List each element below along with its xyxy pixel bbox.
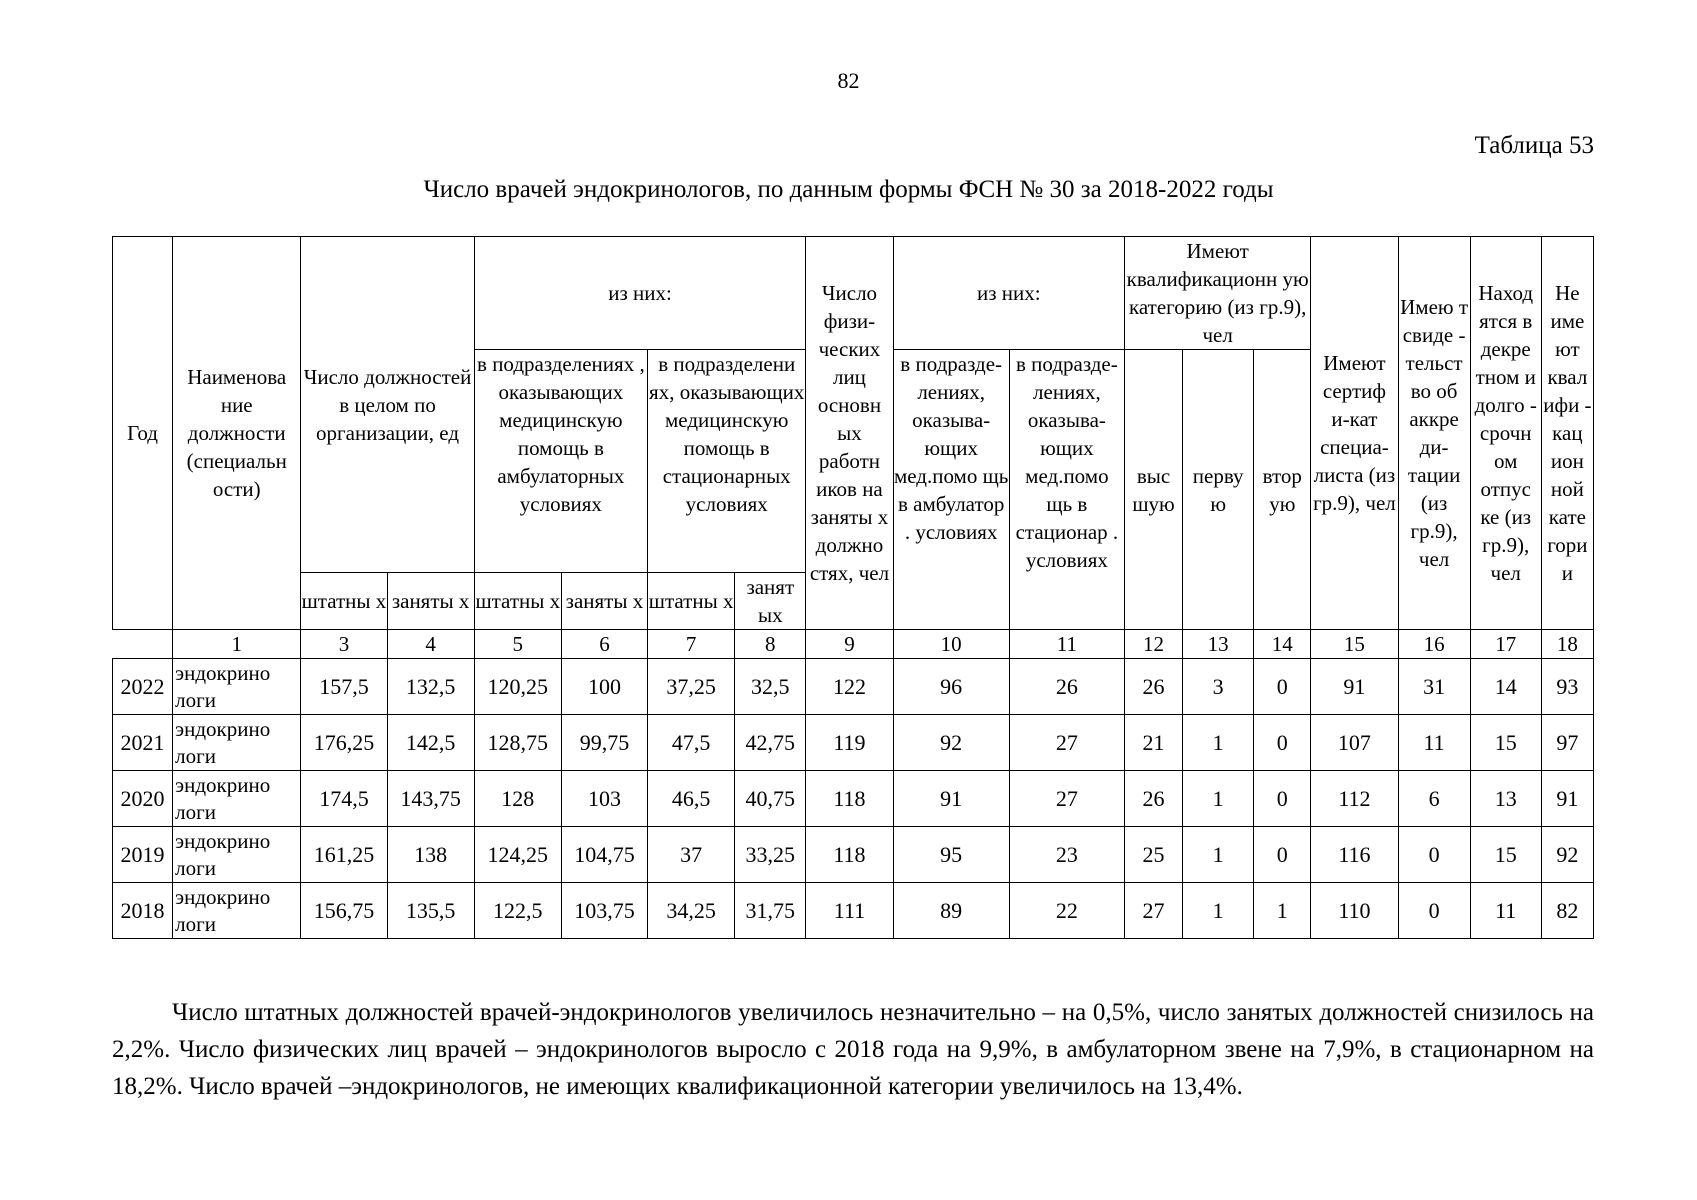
header-ambulatory: в подразделениях , оказывающих медицинскую помощь в амбулаторных условиях — [474, 350, 647, 573]
table-cell: 118 — [806, 827, 893, 883]
table-cell: 11 — [1398, 715, 1470, 771]
column-number-blank — [113, 630, 173, 659]
table-cell: 14 — [1470, 659, 1541, 715]
table-cell: 0 — [1398, 883, 1470, 939]
table-cell: 91 — [893, 771, 1009, 827]
table-cell: 1 — [1254, 883, 1311, 939]
table-cell: 27 — [1125, 883, 1183, 939]
table-cell: 31,75 — [735, 883, 806, 939]
table-cell: 176,25 — [301, 715, 387, 771]
header-highest: выс шую — [1125, 350, 1183, 630]
row-position-name: эндокрино логи — [173, 883, 301, 939]
table-cell: 21 — [1125, 715, 1183, 771]
table-cell: 124,25 — [474, 827, 561, 883]
header-staff-5: штатны х — [474, 573, 561, 630]
table-cell: 1 — [1183, 715, 1254, 771]
column-number: 17 — [1470, 630, 1541, 659]
column-number: 15 — [1311, 630, 1398, 659]
column-number: 18 — [1541, 630, 1593, 659]
table-cell: 157,5 — [301, 659, 387, 715]
table-label: Таблица 53 — [1474, 132, 1594, 159]
table-cell: 0 — [1254, 659, 1311, 715]
table-cell: 47,5 — [648, 715, 735, 771]
table-cell: 142,5 — [387, 715, 474, 771]
header-occupied-4: заняты х — [387, 573, 474, 630]
header-staff-7: штатны х — [648, 573, 735, 630]
row-year: 2021 — [113, 715, 173, 771]
column-number: 12 — [1125, 630, 1183, 659]
table-cell: 1 — [1183, 771, 1254, 827]
table-cell: 1 — [1183, 827, 1254, 883]
row-position-name: эндокрино логи — [173, 771, 301, 827]
table-cell: 103 — [561, 771, 647, 827]
table-cell: 40,75 — [735, 771, 806, 827]
table-cell: 97 — [1541, 715, 1593, 771]
row-position-name: эндокрино логи — [173, 827, 301, 883]
table-body — [113, 659, 1594, 939]
table-cell: 156,75 — [301, 883, 387, 939]
table-cell: 3 — [1183, 659, 1254, 715]
column-number: 1 — [173, 630, 301, 659]
table-cell: 93 — [1541, 659, 1593, 715]
table-cell: 116 — [1311, 827, 1398, 883]
table-row — [113, 771, 1594, 827]
table-cell: 37 — [648, 827, 735, 883]
table-cell: 13 — [1470, 771, 1541, 827]
table-cell: 82 — [1541, 883, 1593, 939]
table-cell: 26 — [1009, 659, 1124, 715]
table-cell: 128 — [474, 771, 561, 827]
header-qualification: Имеют квалификационн ую категорию (из гр.9), чел — [1125, 237, 1311, 350]
table-cell: 111 — [806, 883, 893, 939]
header-occupied-8: занят ых — [735, 573, 806, 630]
table-row — [113, 715, 1594, 771]
table-cell: 104,75 — [561, 827, 647, 883]
table-cell: 31 — [1398, 659, 1470, 715]
table-cell: 107 — [1311, 715, 1398, 771]
table-cell: 25 — [1125, 827, 1183, 883]
row-year: 2022 — [113, 659, 173, 715]
header-second: втор ую — [1254, 350, 1311, 630]
column-number: 11 — [1009, 630, 1124, 659]
table-cell: 100 — [561, 659, 647, 715]
column-number: 5 — [474, 630, 561, 659]
header-of-them-2: из них: — [893, 237, 1124, 350]
column-number: 9 — [806, 630, 893, 659]
header-inpatient: в подразделени ях, оказывающих медицинскую помощь в стационарных условиях — [648, 350, 806, 573]
table-cell: 33,25 — [735, 827, 806, 883]
table-cell: 138 — [387, 827, 474, 883]
header-staff-3: штатны х — [301, 573, 387, 630]
table-cell: 96 — [893, 659, 1009, 715]
table-cell: 26 — [1125, 771, 1183, 827]
header-individuals: Число физи- ческих лиц основн ых работн иков на заняты х должно стях, чел — [806, 237, 893, 630]
header-position-name: Наименова ние должности (специальн ости) — [173, 237, 301, 630]
column-number: 13 — [1183, 630, 1254, 659]
table-cell: 135,5 — [387, 883, 474, 939]
table-cell: 103,75 — [561, 883, 647, 939]
table-cell: 26 — [1125, 659, 1183, 715]
table-cell: 46,5 — [648, 771, 735, 827]
table-cell: 112 — [1311, 771, 1398, 827]
table-cell: 11 — [1470, 883, 1541, 939]
table-cell: 27 — [1009, 715, 1124, 771]
table-cell: 91 — [1311, 659, 1398, 715]
header-year: Год — [113, 237, 173, 630]
column-number: 4 — [387, 630, 474, 659]
table-cell: 132,5 — [387, 659, 474, 715]
table-cell: 34,25 — [648, 883, 735, 939]
table-cell: 42,75 — [735, 715, 806, 771]
summary-paragraph: Число штатных должностей врачей-эндокринологов увеличилось незначительно – на 0,5%, число занятых должностей снизилось на 2,2%. Число физических лиц врачей – эндокринологов выросло с 2018 года на 9,9%, в амбулаторном звене на 7,9%, в стационарном на 18,2%. Число врачей –эндокринологов, не имеющих квалификационной категории увеличилось на 13,4%. — [112, 999, 1594, 1100]
header-accreditation: Имею т свиде - тельст во об аккре ди- тации (из гр.9), чел — [1398, 237, 1470, 630]
header-first: перву ю — [1183, 350, 1254, 630]
table-cell: 92 — [893, 715, 1009, 771]
header-occupied-6: заняты х — [561, 573, 647, 630]
table-cell: 91 — [1541, 771, 1593, 827]
table-cell: 122,5 — [474, 883, 561, 939]
table-cell: 0 — [1254, 715, 1311, 771]
header-of-them-1: из них: — [474, 237, 806, 350]
column-number: 14 — [1254, 630, 1311, 659]
column-number: 10 — [893, 630, 1009, 659]
table-title: Число врачей эндокринологов, по данным формы ФСН № 30 за 2018-2022 годы — [423, 176, 1274, 203]
table-cell: 27 — [1009, 771, 1124, 827]
table-cell: 99,75 — [561, 715, 647, 771]
column-number: 3 — [301, 630, 387, 659]
header-leave: Наход ятся в декре тном и долго - срочн ом отпус ке (из гр.9), чел — [1470, 237, 1541, 630]
table-cell: 0 — [1254, 771, 1311, 827]
table-cell: 1 — [1183, 883, 1254, 939]
table-row — [113, 827, 1594, 883]
table-cell: 143,75 — [387, 771, 474, 827]
header-certificate: Имеют сертиф и-кат специа- листа (из гр.9), чел — [1311, 237, 1398, 630]
table-cell: 15 — [1470, 715, 1541, 771]
table-cell: 32,5 — [735, 659, 806, 715]
row-year: 2020 — [113, 771, 173, 827]
physicians-table — [112, 236, 1594, 939]
column-number: 16 — [1398, 630, 1470, 659]
table-cell: 23 — [1009, 827, 1124, 883]
table-cell: 119 — [806, 715, 893, 771]
page-number: 82 — [837, 68, 860, 93]
table-row — [113, 659, 1594, 715]
table-cell: 122 — [806, 659, 893, 715]
header-ind-inpatient: в подразде- лениях, оказыва- ющих мед.помо щь в стационар . условиях — [1009, 350, 1124, 630]
table-cell: 89 — [893, 883, 1009, 939]
table-cell: 110 — [1311, 883, 1398, 939]
column-number: 8 — [735, 630, 806, 659]
row-position-name: эндокрино логи — [173, 715, 301, 771]
row-position-name: эндокрино логи — [173, 659, 301, 715]
header-ind-ambulatory: в подразде- лениях, оказыва- ющих мед.помо щь в амбулатор . условиях — [893, 350, 1009, 630]
table-cell: 0 — [1254, 827, 1311, 883]
table-cell: 120,25 — [474, 659, 561, 715]
table-cell: 174,5 — [301, 771, 387, 827]
column-number: 6 — [561, 630, 647, 659]
table-row — [113, 883, 1594, 939]
table-cell: 92 — [1541, 827, 1593, 883]
table-cell: 0 — [1398, 827, 1470, 883]
table-cell: 22 — [1009, 883, 1124, 939]
table-cell: 161,25 — [301, 827, 387, 883]
column-number-row — [113, 630, 1594, 659]
table-cell: 128,75 — [474, 715, 561, 771]
column-number: 7 — [648, 630, 735, 659]
header-row-1 — [113, 237, 1594, 350]
table-cell: 15 — [1470, 827, 1541, 883]
table-cell: 6 — [1398, 771, 1470, 827]
table-cell: 95 — [893, 827, 1009, 883]
row-year: 2019 — [113, 827, 173, 883]
row-year: 2018 — [113, 883, 173, 939]
table-cell: 118 — [806, 771, 893, 827]
header-positions-total: Число должностей в целом по организации, ед — [301, 237, 474, 573]
table-cell: 37,25 — [648, 659, 735, 715]
header-no-category: Не име ют квал ифи - кац ион ной кате гори и — [1541, 237, 1593, 630]
